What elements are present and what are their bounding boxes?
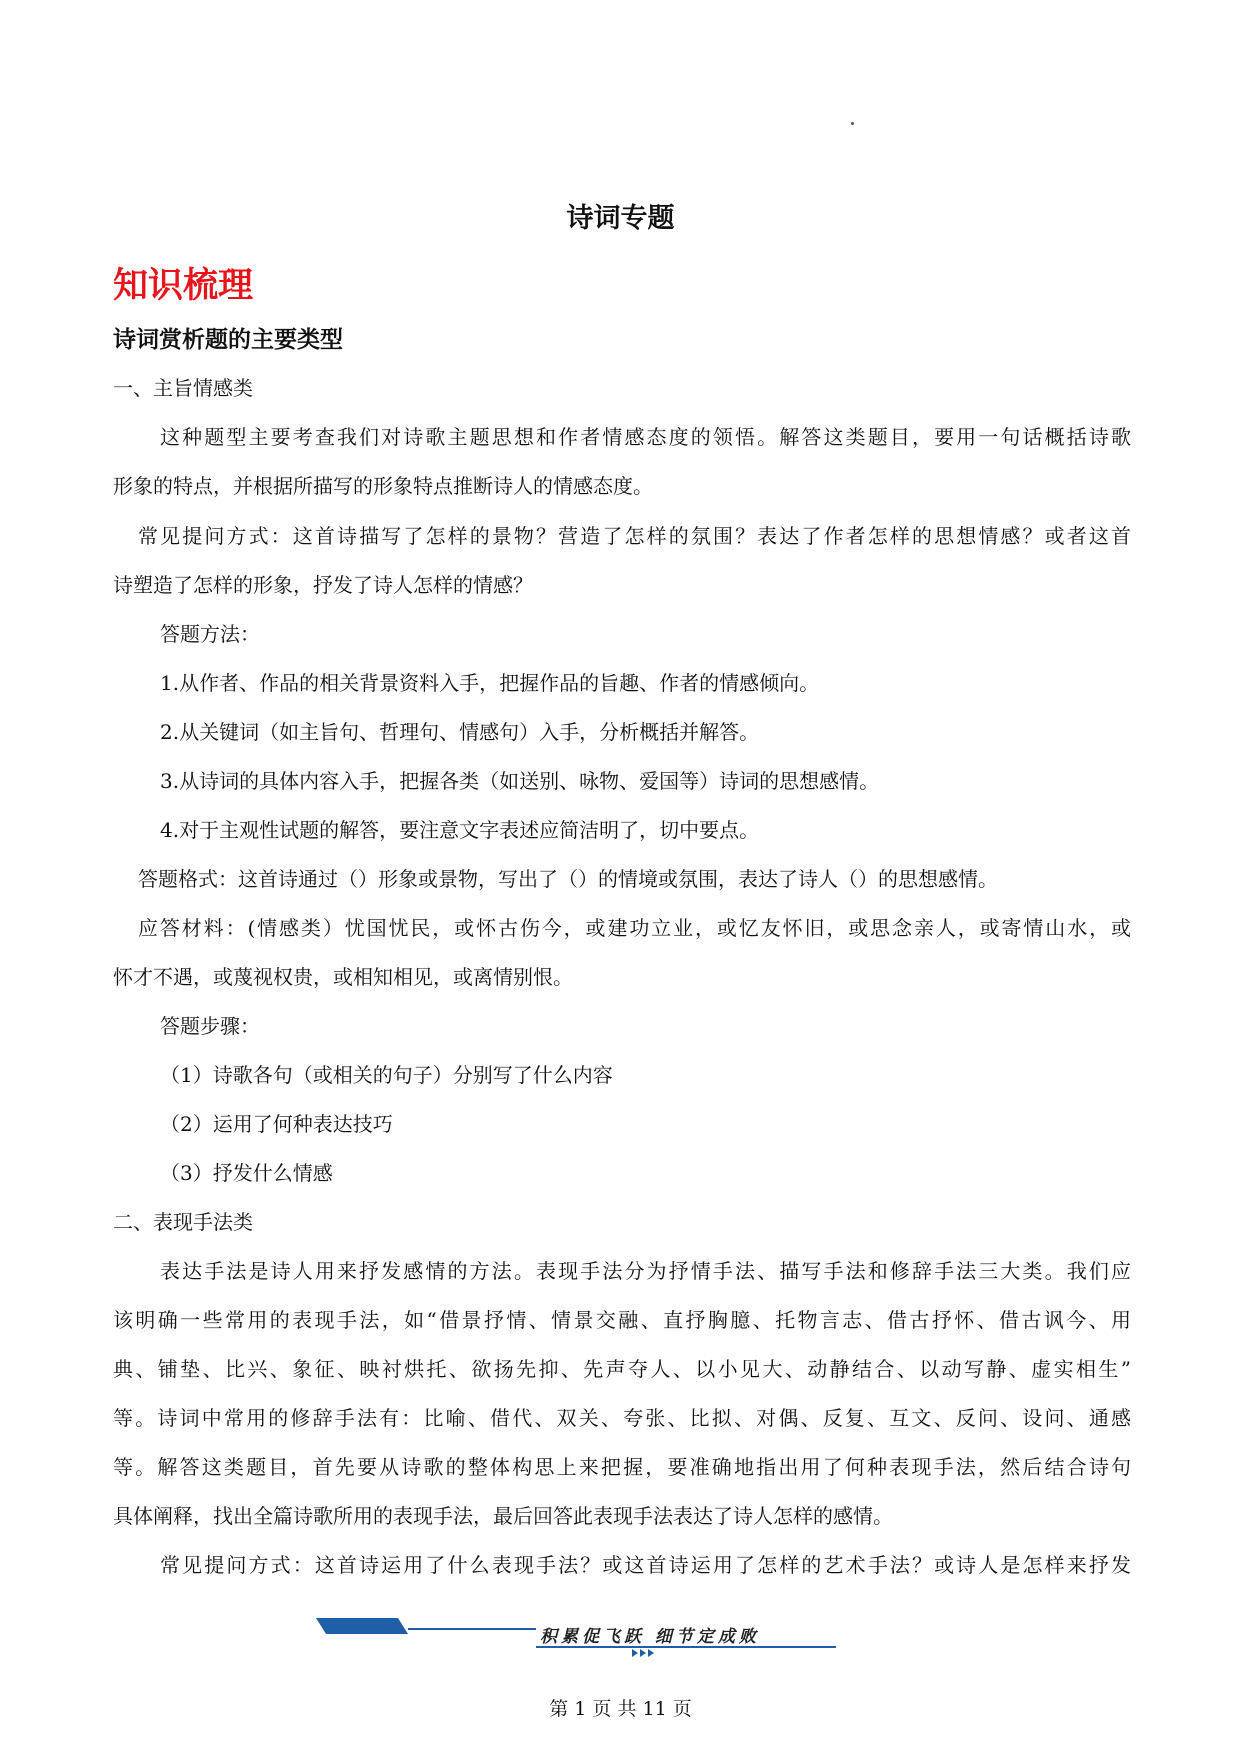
heading-category-2: 二、表现手法类 — [113, 1210, 253, 1234]
page-title: 诗词专题 — [566, 203, 675, 234]
paragraph-line: 怀才不遇，或蔑视权贵，或相知相见，或离情别恨。 — [113, 965, 573, 989]
paragraph-line: 常见提问方式：这首诗描写了怎样的景物？营造了怎样的氛围？表达了作者怎样的思想情感？或者这首 — [138, 524, 1131, 548]
paragraph-line: 应答材料：(情感类）忧国忧民，或怀古伤今，或建功立业，或忆友怀旧，或思念亲人，或寄情山水，或 — [138, 916, 1131, 940]
answer-format: 答题格式：这首诗通过（）形象或景物，写出了（）的情境或氛围，表达了诗人（）的思想感情。 — [138, 867, 998, 891]
paragraph-line: 等。解答这类题目，首先要从诗歌的整体构思上来把握，要准确地指出用了何种表现手法，然后结合诗句 — [113, 1455, 1131, 1479]
paragraph-line: 等。诗词中常用的修辞手法有：比喻、借代、双关、夸张、比拟、对偶、反复、互文、反问、设问、通感 — [113, 1406, 1131, 1430]
list-item: 1.从作者、作品的相关背景资料入手，把握作品的旨趣、作者的情感倾向。 — [160, 671, 820, 695]
paragraph-line: 具体阐释，找出全篇诗歌所用的表现手法，最后回答此表现手法表达了诗人怎样的感情。 — [113, 1504, 893, 1528]
list-item: 4.对于主观性试题的解答，要注意文字表述应简洁明了，切中要点。 — [160, 818, 760, 842]
subheading: 诗词赏析题的主要类型 — [113, 327, 343, 353]
arrow-icon — [640, 1649, 646, 1657]
banner-stripe — [316, 1618, 408, 1634]
paragraph-line: 常见提问方式：这首诗运用了什么表现手法？或这首诗运用了怎样的艺术手法？或诗人是怎样来抒发 — [160, 1553, 1131, 1577]
section-title: 知识梳理 — [113, 266, 254, 306]
list-item: 3.从诗词的具体内容入手，把握各类（如送别、咏物、爱国等）诗词的思想感情。 — [160, 769, 880, 793]
paragraph-line: 形象的特点，并根据所描写的形象特点推断诗人的情感态度。 — [113, 474, 653, 498]
paragraph-line: 诗塑造了怎样的形象，抒发了诗人怎样的情感？ — [113, 573, 533, 597]
arrow-icon — [648, 1649, 654, 1657]
list-item: （2）运用了何种表达技巧 — [160, 1112, 393, 1136]
footer-slogan: 积累促飞跃 细节定成败 — [540, 1627, 760, 1647]
heading-category-1: 一、主旨情感类 — [113, 376, 253, 400]
list-item: （1）诗歌各句（或相关的句子）分别写了什么内容 — [160, 1063, 613, 1087]
paragraph-line: 典、铺垫、比兴、象征、映衬烘托、欲扬先抑、先声夺人、以小见大、动静结合、以动写静、虚实相生” — [113, 1357, 1131, 1381]
decorative-dot — [851, 122, 854, 125]
paragraph-line: 该明确一些常用的表现手法，如“借景抒情、情景交融、直抒胸臆、托物言志、借古抒怀、借古讽今、用 — [113, 1308, 1131, 1332]
paragraph-line: 表达手法是诗人用来抒发感情的方法。表现手法分为抒情手法、描写手法和修辞手法三大类。我们应 — [160, 1259, 1131, 1283]
label-answer-method: 答题方法： — [160, 622, 260, 646]
list-item: （3）抒发什么情感 — [160, 1161, 333, 1185]
list-item: 2.从关键词（如主旨句、哲理句、情感句）入手，分析概括并解答。 — [160, 720, 760, 744]
label-answer-steps: 答题步骤： — [160, 1014, 260, 1038]
arrow-icon — [632, 1649, 638, 1657]
paragraph-line: 这种题型主要考查我们对诗歌主题思想和作者情感态度的领悟。解答这类题目，要用一句话概括诗歌 — [160, 425, 1131, 449]
page-number: 第 1 页 共 11 页 — [549, 1698, 692, 1720]
